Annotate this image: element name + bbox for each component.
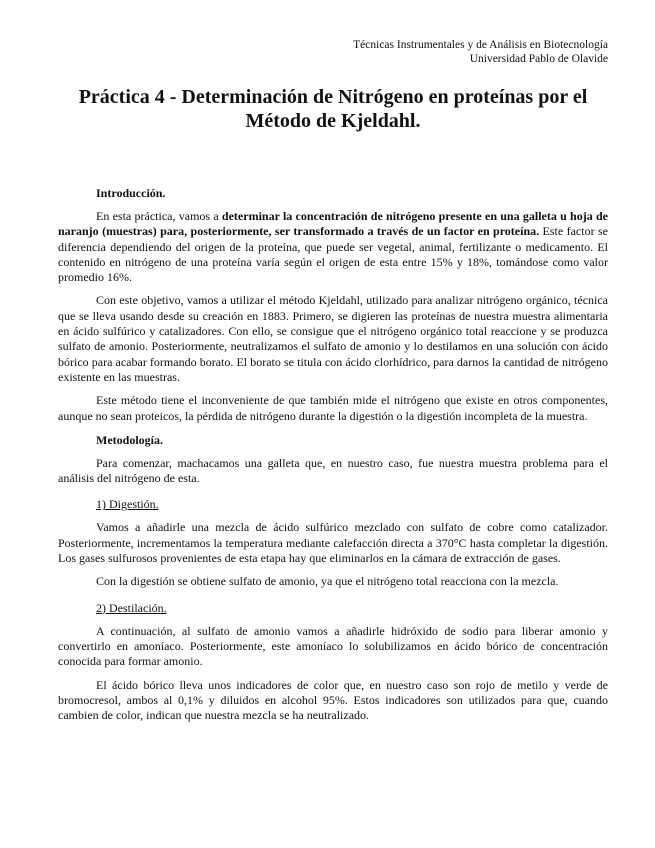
digestion-paragraph-1: Vamos a añadirle una mezcla de ácido sulfúrico mezclado con sulfato de cobre como catalizador. Posteriormente, incrementamos la temperatura mediante calefacción directa a 370°C hasta completar la digestión. Los gases sulfurosos provenientes de esta etapa hay que eliminarlos en la cámara de extracción de gases. xyxy=(58,520,608,566)
introduction-heading: Introducción. xyxy=(96,186,166,200)
header-university: Universidad Pablo de Olavide xyxy=(469,53,608,65)
intro-p1-bold: determinar la concentración de nitrógeno presente en una galleta u hoja de naranjo (muestras) para, posteriormente, ser transformado a través de un factor en proteína. xyxy=(58,209,608,239)
distillation-paragraph-2: El ácido bórico lleva unos indicadores de color que, en nuestro caso son rojo de metilo y verde de bromocresol, ambos al 0,1% y diluidos en alcohol 95%. Estos indicadores son utilizados para que, cuando cambien de color, indican que nuestra mezcla se ha neutralizado. xyxy=(58,677,608,723)
introduction-paragraph-2: Con este objetivo, vamos a utilizar el método Kjeldahl, utilizado para analizar nitrógeno orgánico, técnica que se lleva usando desde su creación en 1883. Primero, se digieren las proteínas de nuestra muestra alimentaria en ácido sulfúrico y catalizadores. Con ello, se consigue que el nitrógeno orgánico total reaccione y se produzca sulfato de amonio. Posteriormente, neutralizamos el sulfato de amonio y lo destilamos en una solución con ácido bórico para acabar formando borato. El borato se titula con ácido clorhídrico, para darnos la cantidad de nitrógeno existente en las muestras. xyxy=(58,293,608,384)
distillation-heading: 2) Destilación. xyxy=(96,600,167,615)
methodology-heading: Metodología. xyxy=(96,432,163,447)
digestion-paragraph-2: Con la digestión se obtiene sulfato de amonio, ya que el nitrógeno total reacciona con la mezcla. xyxy=(96,574,559,589)
intro-p1-start: En esta práctica, vamos a xyxy=(96,209,222,223)
page-header xyxy=(58,38,608,66)
intro-p1-end: Este factor se diferencia dependiendo del origen de la proteína, que puede ser vegetal, animal, fertilizante o medicamento. El contenido en nitrógeno de una proteína varía según el origen de esta entre 15% y 18%, tomándose como valor promedio 16%. xyxy=(58,224,608,285)
digestion-heading: 1) Digestión. xyxy=(96,497,159,512)
distillation-paragraph-1: A continuación, al sulfato de amonio vamos a añadirle hidróxido de sodio para liberar amonio y convertirlo en amoníaco. Posteriormente, este amoníaco lo solubilizamos en ácido bórico de concentración conocida para formar amonio. xyxy=(58,623,608,669)
header-course: Técnicas Instrumentales y de Análisis en Biotecnología xyxy=(353,39,608,51)
introduction-paragraph-1 xyxy=(58,209,608,285)
document-title: Práctica 4 - Determinación de Nitrógeno en proteínas por el Método de Kjeldahl. xyxy=(78,86,588,132)
introduction-paragraph-3: Este método tiene el inconveniente de que también mide el nitrógeno que existe en otros componentes, aunque no sean proteicos, la pérdida de nitrógeno durante la digestión o la digestión incompleta de la muestra. xyxy=(58,393,608,423)
methodology-paragraph-1: Para comenzar, machacamos una galleta que, en nuestro caso, fue nuestra muestra problema para el análisis del nitrógeno de esta. xyxy=(58,455,608,486)
